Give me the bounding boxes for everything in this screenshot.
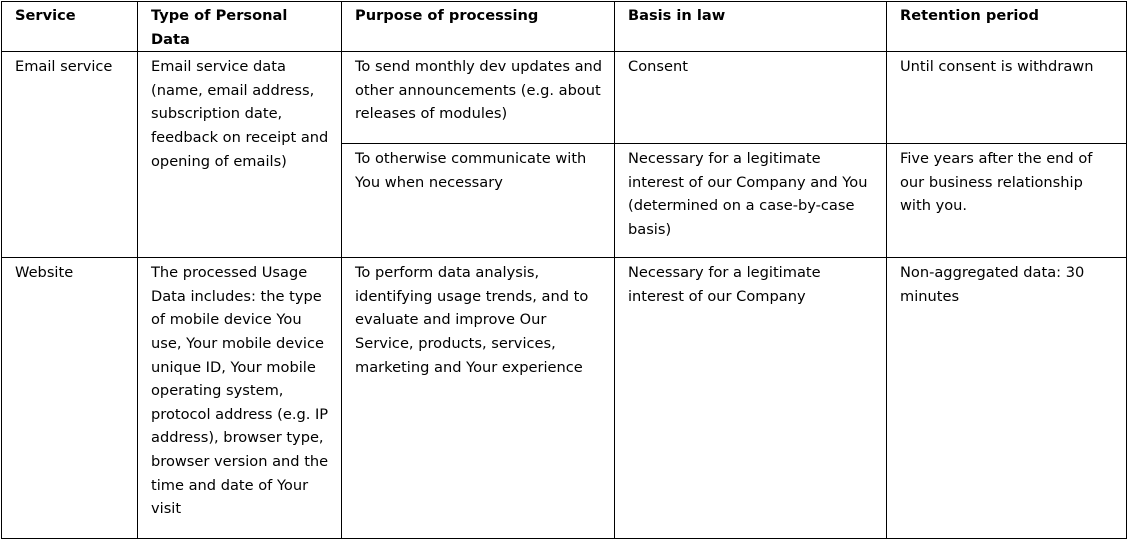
cell-text: To otherwise communicate with You when necessary (355, 150, 587, 191)
cell-text: Five years after the end of our business relationship with you. (900, 150, 1093, 215)
cell-text: Non-aggregated data: 30 minutes (900, 264, 1085, 305)
cell-text: Email service (15, 58, 113, 76)
email-service-data-type (138, 52, 342, 258)
table-row (2, 52, 1127, 144)
website-retention (887, 258, 1127, 539)
website-basis (615, 258, 887, 539)
data-processing-table (1, 1, 1127, 539)
email-service-name (2, 52, 138, 258)
table-row (2, 258, 1127, 539)
cell-text: Consent (628, 58, 688, 76)
email-purpose-updates (342, 52, 615, 144)
email-retention-consent (887, 52, 1127, 144)
cell-text: The processed Usage Data includes: the type of mobile device You use, Your mobile device unique ID, Your mobile operating system, protocol address (e.g. IP address), browser type, browser version and the time and date of Your visit (151, 264, 329, 518)
cell-text: Until consent is withdrawn (900, 58, 1094, 76)
cell-text: To perform data analysis, identifying usage trends, and to evaluate and improve Our Service, products, services, marketing and Your experience (355, 264, 589, 376)
cell-text: Necessary for a legitimate interest of our Company and You (determined on a case-by-case basis) (628, 150, 868, 238)
header-purpose-of-processing: Purpose of processing (342, 2, 615, 52)
header-retention-period: Retention period (887, 2, 1127, 52)
header-service: Service (2, 2, 138, 52)
email-retention-five-years (887, 144, 1127, 258)
cell-text: Email service data (name, email address, subscription date, feedback on receipt and opening of emails) (151, 58, 329, 170)
website-data-type (138, 258, 342, 539)
email-purpose-communicate (342, 144, 615, 258)
cell-text: To send monthly dev updates and other announcements (e.g. about releases of modules) (355, 58, 603, 123)
email-basis-legitimate-interest (615, 144, 887, 258)
website-purpose (342, 258, 615, 539)
cell-text: Necessary for a legitimate interest of our Company (628, 264, 821, 305)
header-basis-in-law: Basis in law (615, 2, 887, 52)
header-type-of-personal-data: Type of Personal Data (138, 2, 342, 52)
table-header-row (2, 2, 1127, 52)
email-basis-consent (615, 52, 887, 144)
website-service-name (2, 258, 138, 539)
cell-text: Website (15, 264, 74, 282)
